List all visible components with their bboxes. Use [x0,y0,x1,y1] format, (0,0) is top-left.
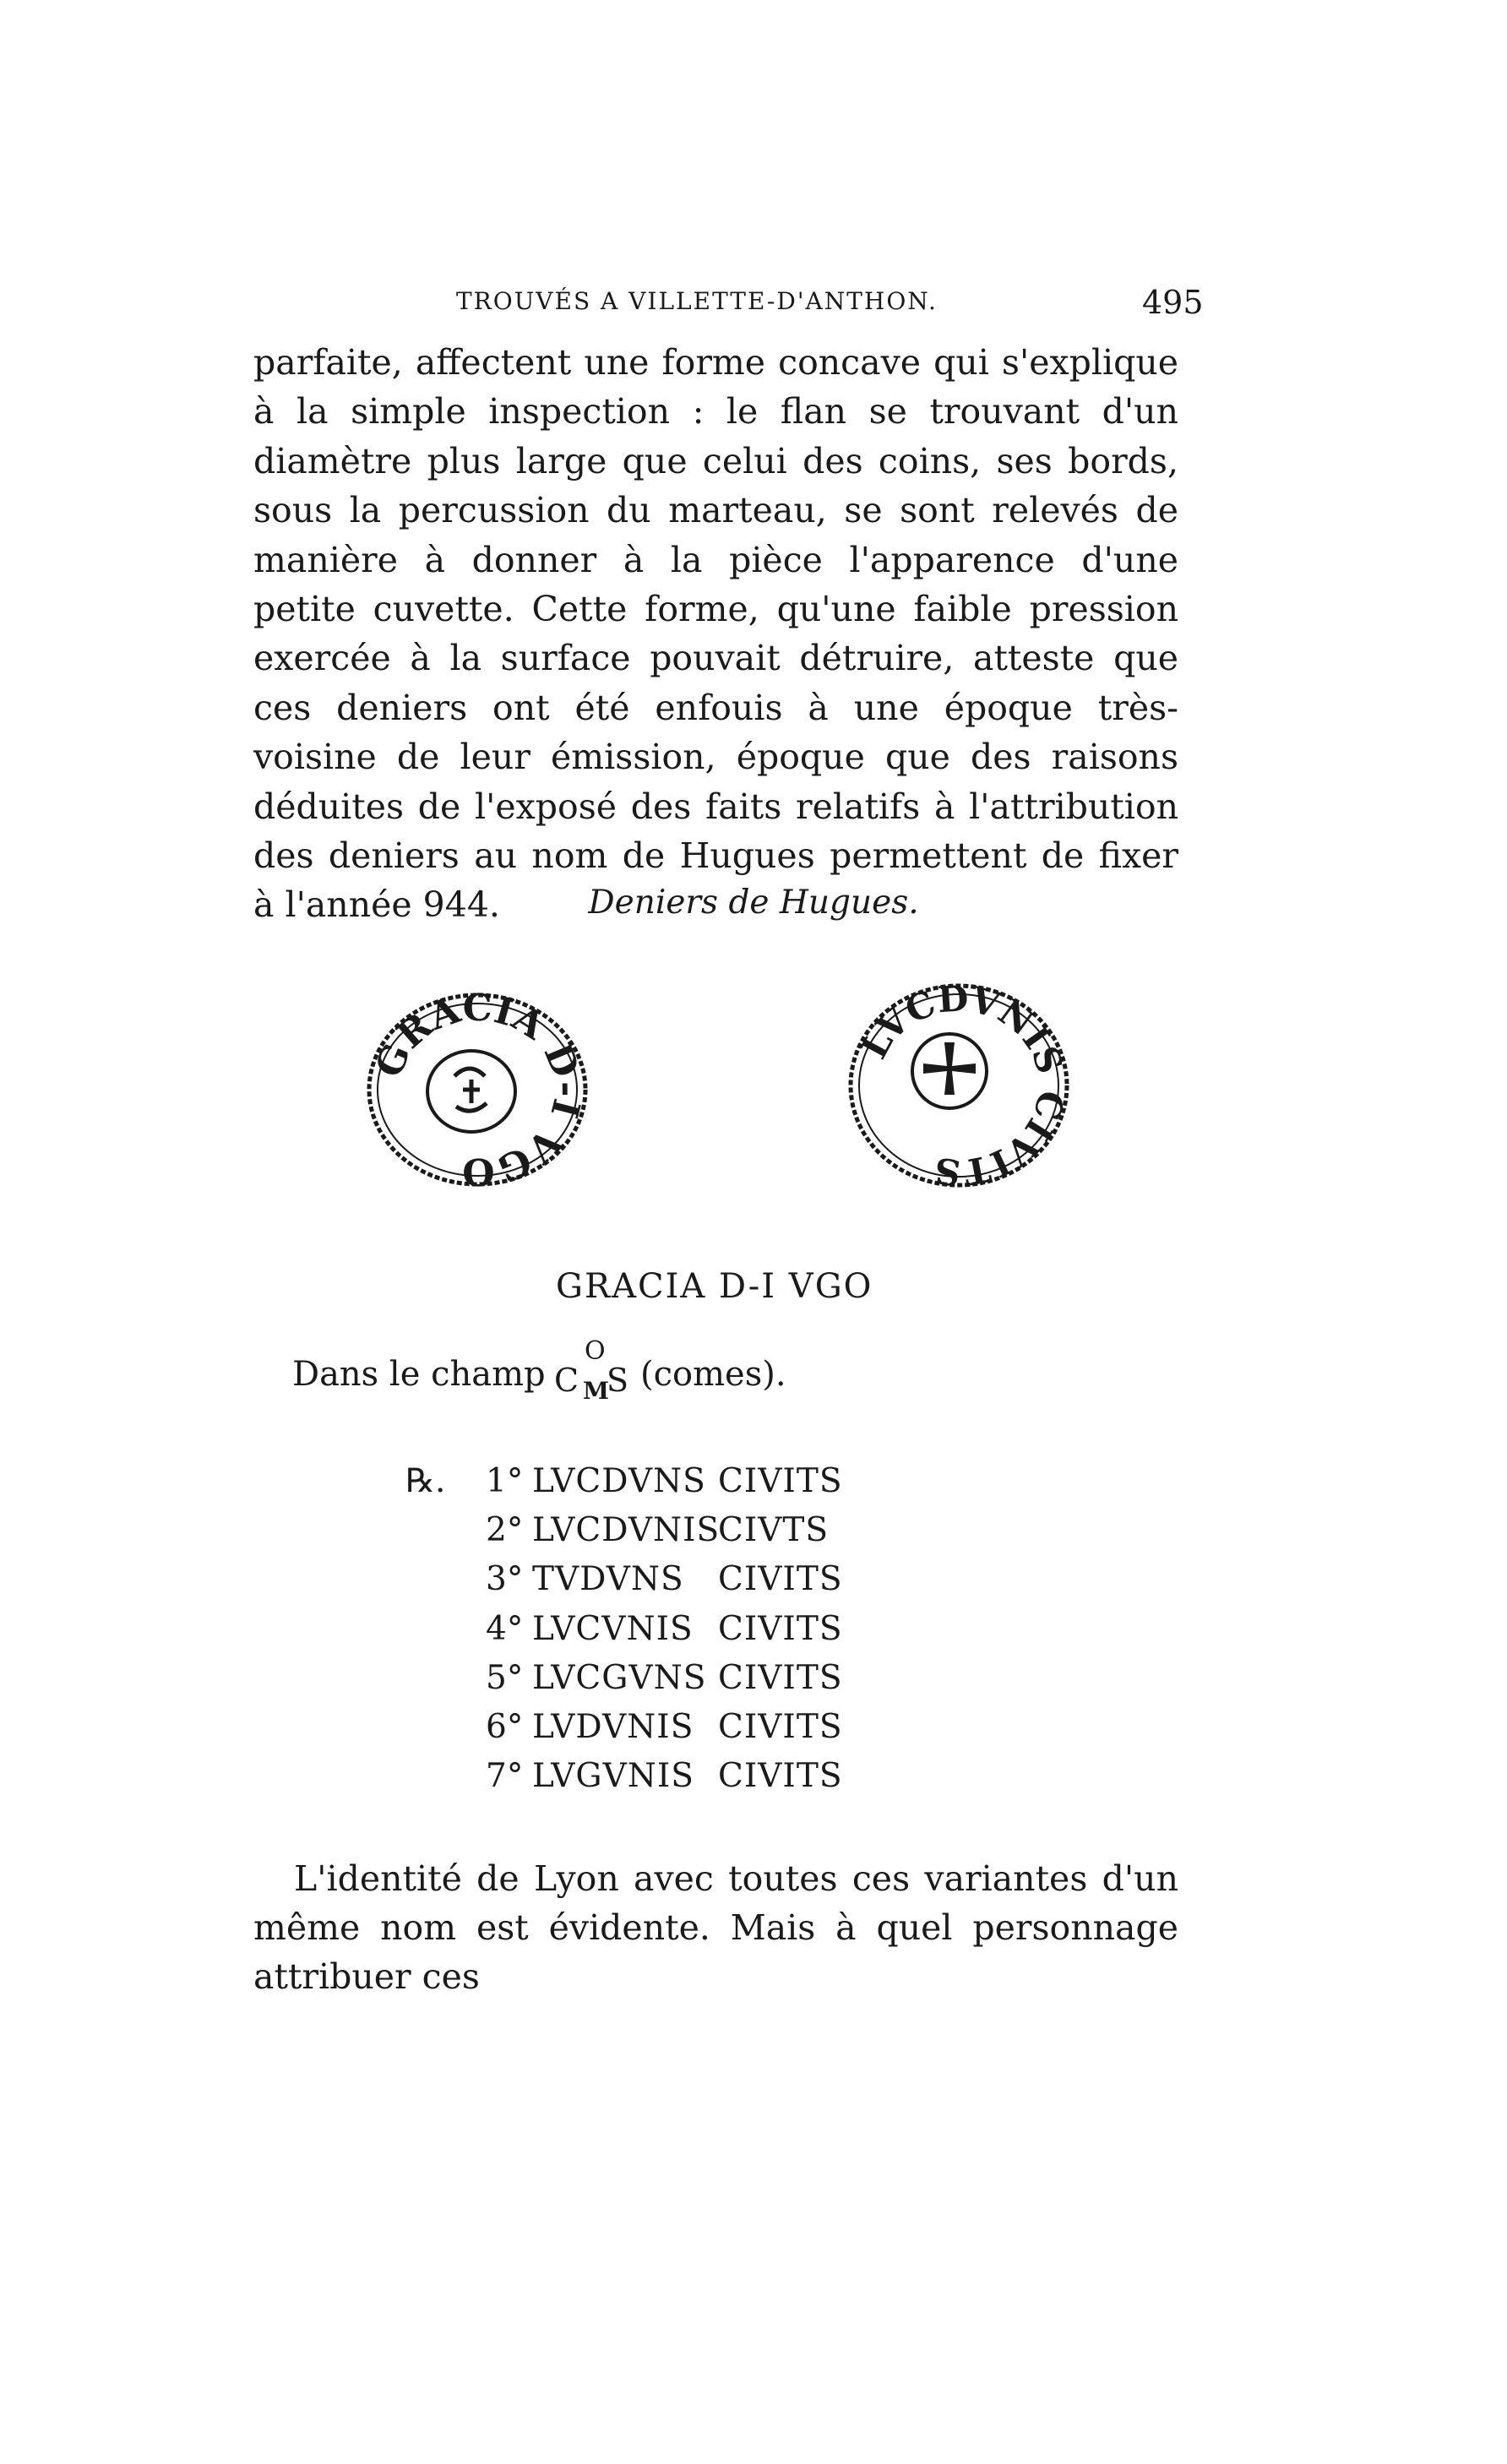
coin-obverse-monogram [454,1069,487,1111]
page-number: 495 [1142,284,1204,321]
variant-word-1: LVGVNIS [532,1757,695,1796]
variant-number: 6° [486,1707,524,1746]
variant-number: 1° [486,1462,524,1500]
field-description [292,1336,786,1405]
comes-monogram: C O M S [554,1336,629,1405]
variant-word-1: LVCVNIS [532,1609,694,1648]
variant-word-2: CIVITS [718,1757,843,1796]
coin-obverse-image [363,988,591,1191]
coin-obverse-legend: GRACIA D-I VGO [367,988,590,1191]
variant-word-1: LVCGVNS [532,1658,707,1697]
variant-number: 3° [486,1560,524,1599]
variant-word-2: CIVITS [718,1658,843,1697]
field-label: Dans le champ [292,1355,546,1394]
variant-word-1: TVDVNS [532,1560,684,1599]
variant-number: 7° [486,1757,524,1796]
variant-word-1: LVCDVNS [532,1462,706,1500]
variant-word-1: LVDVNIS [532,1707,694,1746]
figure-caption: Deniers de Hugues. [588,884,919,922]
reverse-sign: ℞. [405,1462,446,1500]
field-gloss: (comes). [640,1355,786,1394]
variant-number: 5° [486,1658,524,1697]
closing-paragraph: L'identité de Lyon avec toutes ces variantes d'un même nom est évidente. Mais à quel personnage attribuer ces [253,1858,1178,1997]
body-paragraph: parfaite, affectent une forme concave qui s'explique à la simple inspection : le flan se trouvant d'un diamètre plus large que celui des coins, ses bords, sous la percussion du marteau, se sont relevés de manière à donner à la pièce l'apparence d'une petite cuvette. Cette forme, qu'une faible pression exercée à la surface pouvait détruire, atteste que ces deniers ont été enfouis à une époque très-voisine de leur émission, époque que des raisons déduites de l'exposé des faits relatifs à l'attribution des deniers au nom de Hugues permettent de fixer à l'année 944. [253,342,1178,926]
svg-text:LVCDVNIS CIVITS [853,980,1073,1191]
variant-word-1: LVCDVNIS [532,1511,721,1550]
variant-number: 4° [486,1609,524,1648]
running-head: TROUVÉS A VILLETTE-D'ANTHON. [456,287,938,315]
coin-reverse-legend: LVCDVNIS CIVITS [852,980,1073,1191]
variant-word-2: CIVITS [718,1560,843,1599]
cross-icon [923,1042,976,1095]
variant-number: 2° [486,1511,524,1550]
coin-reverse-image [845,980,1073,1191]
variant-word-2: CIVITS [718,1462,843,1500]
variant-word-2: CIVTS [718,1511,830,1550]
variant-word-2: CIVITS [718,1609,843,1648]
variant-word-2: CIVITS [718,1707,843,1746]
coin-legend-text: GRACIA D-I VGO [556,1267,873,1306]
